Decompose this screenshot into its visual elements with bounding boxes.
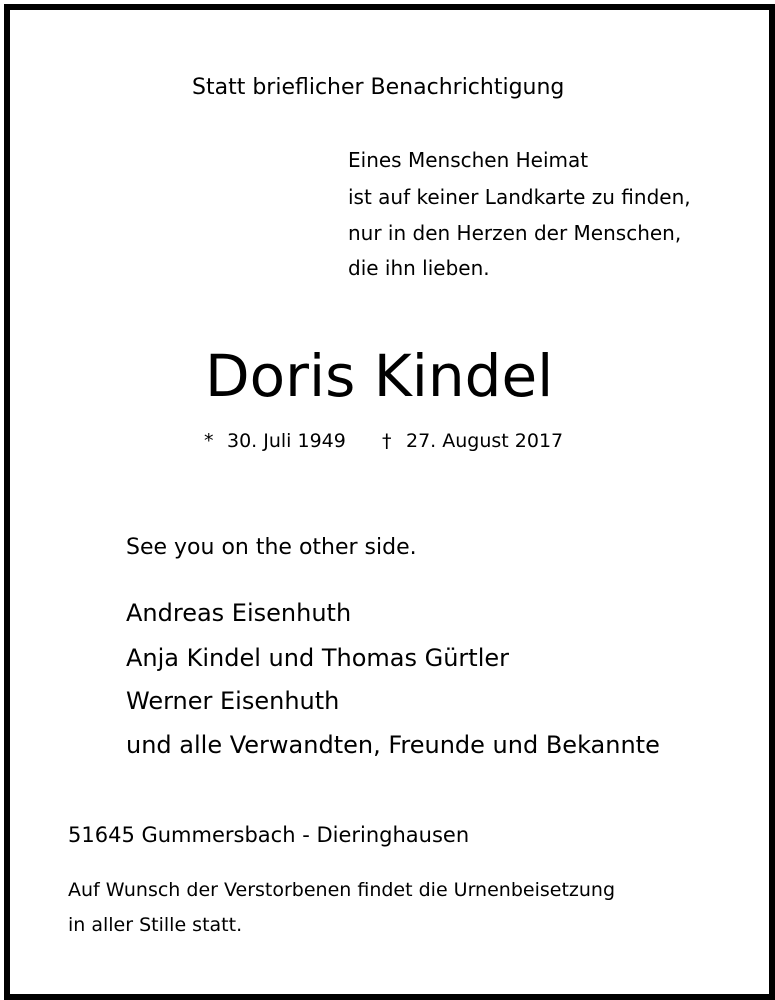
- burial-note-line: in aller Stille statt.: [68, 914, 243, 936]
- deceased-name: Doris Kindel: [205, 342, 554, 410]
- farewell-quote: See you on the other side.: [126, 535, 417, 560]
- poem-line: Eines Menschen Heimat: [348, 148, 589, 172]
- poem-line: die ihn lieben.: [348, 256, 490, 280]
- death-symbol: †: [382, 430, 392, 452]
- mourner-line: und alle Verwandten, Freunde und Bekannte: [126, 731, 660, 759]
- poem-line: ist auf keiner Landkarte zu finden,: [348, 185, 691, 209]
- mourner-line: Werner Eisenhuth: [126, 687, 340, 715]
- death-date: 27. August 2017: [406, 430, 564, 452]
- notice-header: Statt brieflicher Benachrichtigung: [192, 75, 565, 100]
- mourner-line: Andreas Eisenhuth: [126, 599, 352, 627]
- birth-symbol: *: [204, 430, 214, 452]
- burial-note-line: Auf Wunsch der Verstorbenen findet die Urnenbeisetzung: [68, 879, 616, 901]
- birth-date: 30. Juli 1949: [227, 430, 346, 452]
- mourner-line: Anja Kindel und Thomas Gürtler: [126, 644, 509, 672]
- place-line: 51645 Gummersbach - Dieringhausen: [68, 823, 470, 847]
- poem-line: nur in den Herzen der Menschen,: [348, 221, 682, 245]
